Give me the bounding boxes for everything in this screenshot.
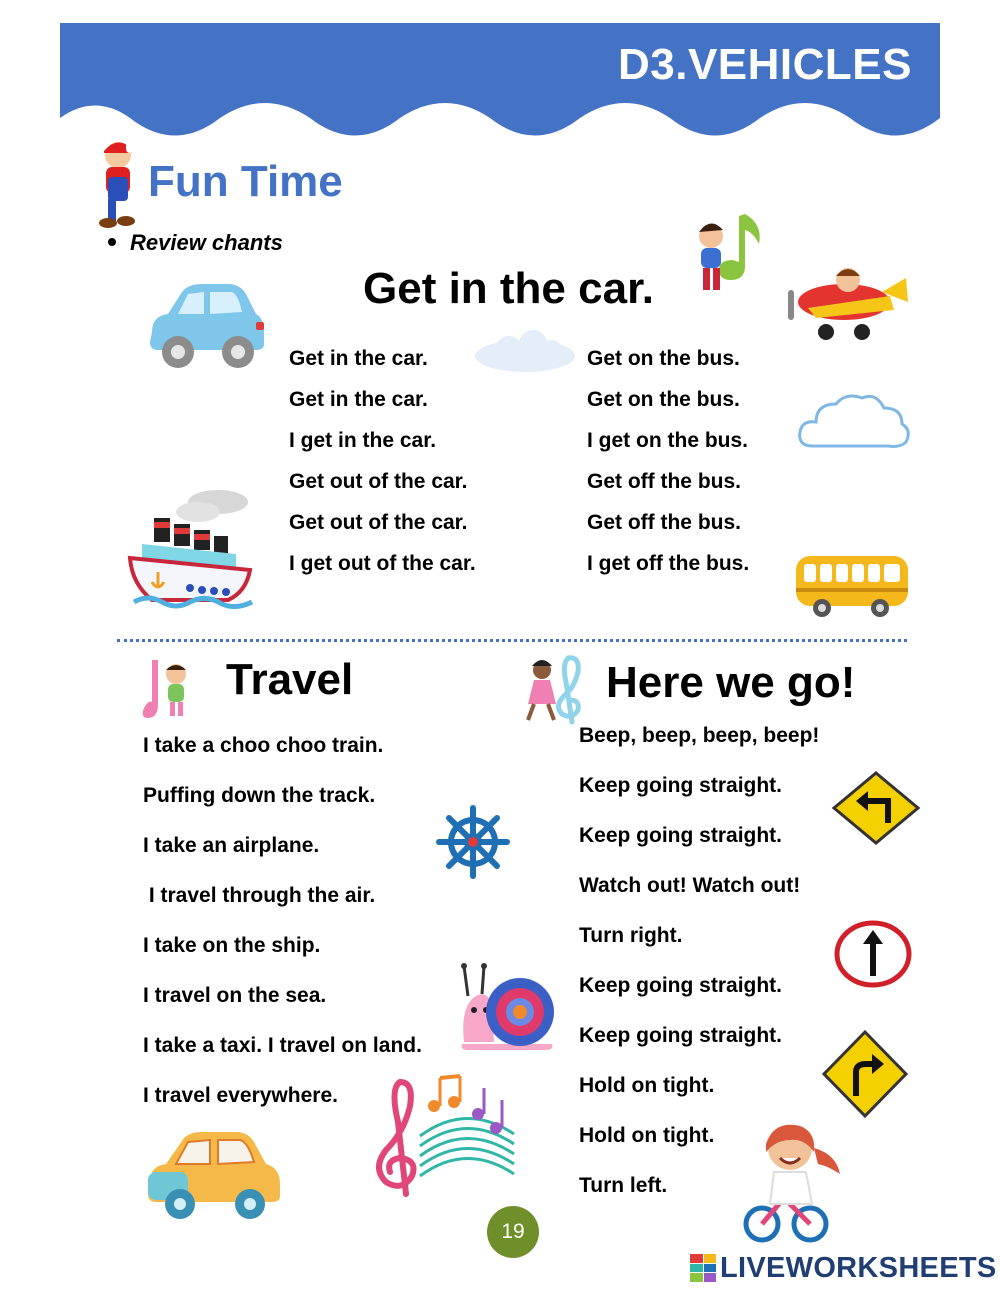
chant3-line: Keep going straight. <box>579 1024 783 1047</box>
chant2-line: I travel on the sea. <box>143 984 327 1007</box>
chant1-right-line: Get on the bus. <box>587 347 740 370</box>
music-notes-icon <box>370 1072 518 1200</box>
chant3-line: Keep going straight. <box>579 824 783 847</box>
brand-footer[interactable] <box>690 1250 997 1286</box>
chant1-left-line: Get out of the car. <box>289 511 468 534</box>
girl-bike-icon <box>744 1118 848 1246</box>
bullet-icon <box>108 238 116 246</box>
school-bus-icon <box>794 552 910 618</box>
page-number-badge: 19 <box>487 1206 539 1258</box>
chant1-left-lines <box>289 338 476 584</box>
straight-sign-icon <box>834 920 912 988</box>
liveworksheets-logo-icon <box>690 1254 716 1282</box>
chant3-line: Hold on tight. <box>579 1124 715 1147</box>
mario-icon <box>96 133 142 229</box>
chant1-right-line: Get off the bus. <box>587 470 741 493</box>
chant2-line: Puffing down the track. <box>143 784 376 807</box>
chant3-line: Turn right. <box>579 924 683 947</box>
section-subtitle <box>108 230 283 256</box>
chant2-line: I take an airplane. <box>143 834 320 857</box>
chant3-line: Watch out! Watch out! <box>579 874 801 897</box>
ship-wheel-icon <box>437 806 509 878</box>
turn-left-sign-icon <box>832 771 920 845</box>
chant-title-car: Get in the car. <box>363 264 654 313</box>
cloud-icon <box>473 330 577 374</box>
snail-icon <box>458 962 556 1052</box>
turn-right-sign-icon <box>822 1030 908 1118</box>
chant1-left-line: Get out of the car. <box>289 470 468 493</box>
page-header-title: D3.VEHICLES <box>617 40 912 89</box>
chant-title-travel: Travel <box>226 655 354 704</box>
chant3-line: Beep, beep, beep, beep! <box>579 724 820 747</box>
chant2-line: I travel everywhere. <box>143 1084 338 1107</box>
chant1-right-line: I get on the bus. <box>587 429 748 452</box>
boy-music-note-icon <box>693 210 765 296</box>
chant1-right-line: Get off the bus. <box>587 511 741 534</box>
cloud-outline-icon <box>796 390 912 456</box>
blue-car-icon <box>144 282 266 370</box>
chant-title-here-we-go: Here we go! <box>606 658 856 707</box>
chant2-line: I take on the ship. <box>143 934 321 957</box>
chant1-left-line: Get in the car. <box>289 388 428 411</box>
chant1-left-line: I get out of the car. <box>289 552 476 575</box>
brand-name: LIVEWORKSHEETS <box>720 1251 997 1284</box>
airplane-icon <box>786 252 910 344</box>
chant2-line: I take a taxi. I travel on land. <box>143 1034 422 1057</box>
chant2-lines <box>143 721 422 1121</box>
chant1-right-line: I get off the bus. <box>587 552 750 575</box>
chant3-line: Keep going straight. <box>579 774 783 797</box>
chant3-line: Turn left. <box>579 1174 668 1197</box>
subtitle-text: Review chants <box>130 230 283 255</box>
chant3-line: Keep going straight. <box>579 974 783 997</box>
chant3-line: Hold on tight. <box>579 1074 715 1097</box>
chant1-left-line: Get in the car. <box>289 347 428 370</box>
chant1-right-lines <box>587 338 749 584</box>
girl-music-note-icon <box>142 658 198 720</box>
chant1-left-line: I get in the car. <box>289 429 437 452</box>
chant1-right-line: Get on the bus. <box>587 388 740 411</box>
section-divider <box>117 639 907 642</box>
taxi-car-icon <box>140 1130 284 1222</box>
ship-icon <box>128 488 258 612</box>
section-title: Fun Time <box>148 157 343 206</box>
chant2-line: I take a choo choo train. <box>143 734 384 757</box>
chant2-line: I travel through the air. <box>143 884 376 907</box>
